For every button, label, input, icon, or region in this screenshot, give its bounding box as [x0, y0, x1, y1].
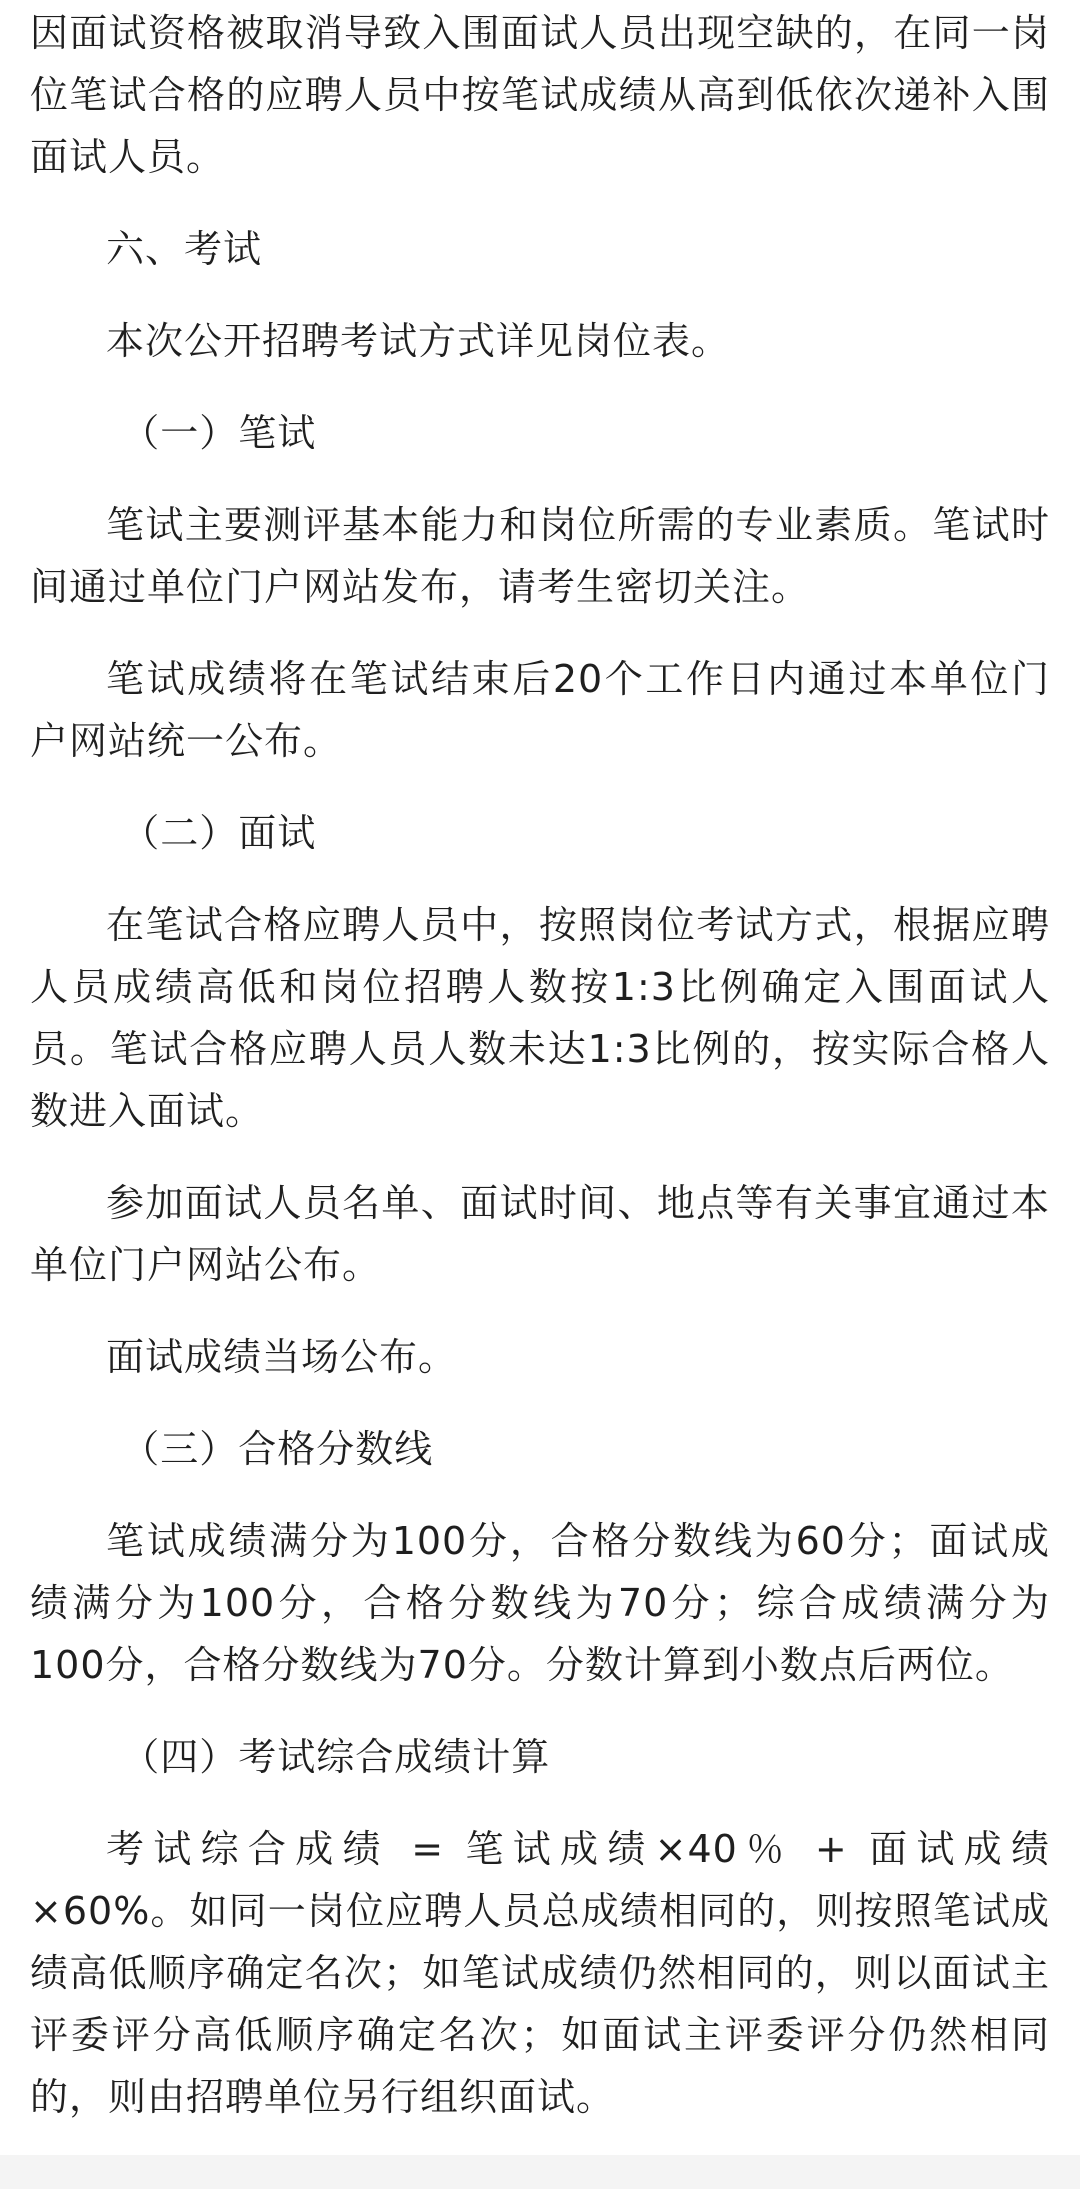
- subheading-interview: （二）面试: [121, 811, 317, 855]
- subheading-total-score: （四）考试综合成绩计算: [121, 1735, 551, 1779]
- subheading-written-exam: （一）笔试: [121, 411, 317, 455]
- document-body: [30, 2, 1050, 2128]
- paragraph-written-exam-content: 笔试主要测评基本能力和岗位所需的专业素质。笔试时间通过单位门户网站发布，请考生密切关注。: [30, 503, 1050, 609]
- paragraph-total-score: 考试综合成绩 = 笔试成绩×40％ + 面试成绩×60%。如同一岗位应聘人员总成绩相同的，则按照笔试成绩高低顺序确定名次；如笔试成绩仍然相同的，则以面试主评委评分高低顺序确定名次；如面试主评委评分仍然相同的，则由招聘单位另行组织面试。: [30, 1827, 1050, 2119]
- paragraph-written-exam-results: 笔试成绩将在笔试结束后20个工作日内通过本单位门户网站统一公布。: [30, 657, 1050, 763]
- paragraph-exam-method: 本次公开招聘考试方式详见岗位表。: [106, 319, 731, 363]
- paragraph-interview-results: 面试成绩当场公布。: [106, 1335, 458, 1379]
- paragraph-interview-selection: 在笔试合格应聘人员中，按照岗位考试方式，根据应聘人员成绩高低和岗位招聘人数按1:3比例确定入围面试人员。笔试合格应聘人员人数未达1:3比例的，按实际合格人数进入面试。: [30, 903, 1050, 1133]
- section-heading-exam: 六、考试: [106, 227, 263, 271]
- bottom-bar: [0, 2155, 1080, 2172]
- paragraph-vacancy-fill: 因面试资格被取消导致入围面试人员出现空缺的，在同一岗位笔试合格的应聘人员中按笔试成绩从高到低依次递补入围面试人员。: [30, 11, 1050, 179]
- paragraph-passing-score: 笔试成绩满分为100分，合格分数线为60分；面试成绩满分为100分，合格分数线为70分；综合成绩满分为100分，合格分数线为70分。分数计算到小数点后两位。: [30, 1519, 1050, 1687]
- subheading-passing-score: （三）合格分数线: [121, 1427, 434, 1471]
- paragraph-interview-notice: 参加面试人员名单、面试时间、地点等有关事宜通过本单位门户网站公布。: [30, 1181, 1050, 1287]
